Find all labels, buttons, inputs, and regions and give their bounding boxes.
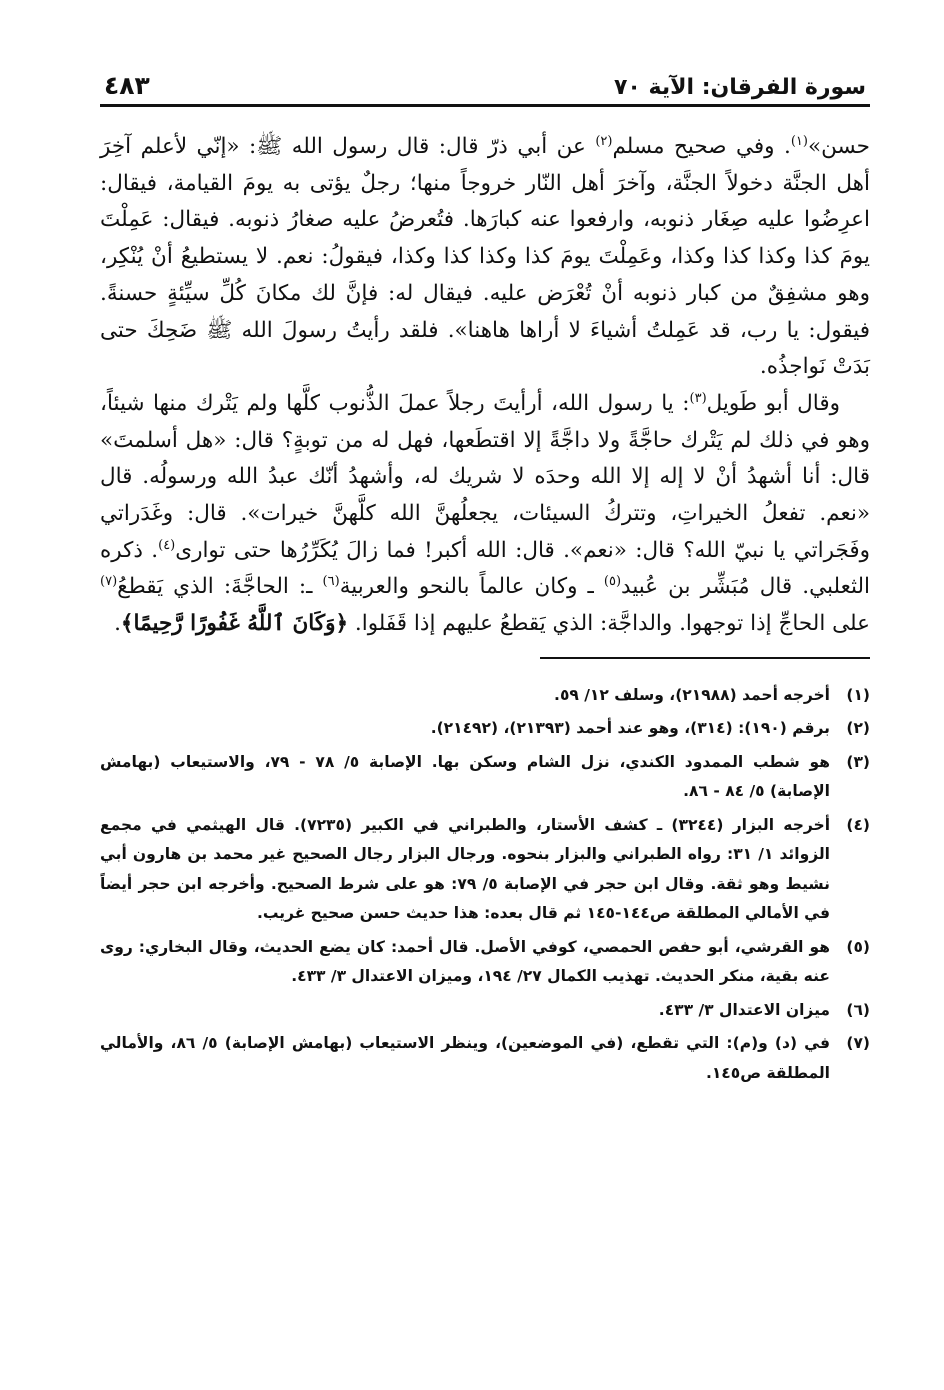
footnote-2 xyxy=(100,714,870,744)
footnote-ref-5: (٥) xyxy=(603,574,622,590)
text-segment: حسن» xyxy=(807,134,870,159)
page-header xyxy=(100,62,870,107)
footnote-number: (٤) xyxy=(846,815,870,834)
footnote-ref-6: (٦) xyxy=(322,574,340,590)
footnote-text: في (د) و(م): التي تقطع، (في الموضعين)، وينظر الاستيعاب (بهامش الإصابة) ٥/ ٨٦، والأمالي المطلقة ص١٤٥. xyxy=(100,1034,830,1082)
footnote-6 xyxy=(100,996,870,1026)
footnote-text: أخرجه أحمد (٢١٩٨٨)، وسلف ١٢/ ٥٩. xyxy=(554,685,830,704)
footnote-text: أخرجه البزار (٣٢٤٤) ـ كشف الأستار، والطبراني في الكبير (٧٢٣٥). قال الهيثمي في مجمع الزوائد ١/ ٣١: رواه الطبراني والبزار بنحوه. ورجال البزار رجال الصحيح غير محمد بن هارون أبي نشيط وهو ثقة. وقال ابن حجر في الإصابة ٥/ ٧٩: هو على شرط الصحيح. وأخرجه ابن حجر أيضاً في الأمالي المطلقة ص١٤٤-١٤٥ ثم قال بعده: هذا حديث حسن صحيح غريب. xyxy=(100,815,831,923)
footnote-number: (٣) xyxy=(846,752,870,771)
paragraph-2 xyxy=(100,386,870,643)
footnote-ref-1: (١) xyxy=(790,133,808,149)
footnote-text: هو شطب الممدود الكندي، نزل الشام وسكن بها. الإصابة ٥/ ٧٨ - ٧٩، والاستيعاب (بهامش الإصابة) ٥/ ٨٤ - ٨٦. xyxy=(100,752,830,801)
text-segment: . وفي صحيح مسلم xyxy=(612,134,791,159)
footnote-5 xyxy=(100,933,870,992)
footnote-ref-7: (٧) xyxy=(100,574,118,590)
text-segment: : يا رسول الله، أرأيتَ رجلاً عملَ الذُّنوب كلَّها ولم يَتْرك منها شيئاً، وهو في ذلك لم يَتْرك حاجَّةً ولا داجَّةً إلا اقتطَعها، فهل له من توبةٍ؟ قال: «هل أسلمتَ» قال: أنا أشهدُ أنْ لا إله إلا الله وحدَه لا شريك له، وأشهدُ أنّك عبدُ الله ورسولُه. قال «نعم. تفعلُ الخيراتِ، وتتركُ السيئات، يجعلُهنَّ الله كلَّهنَّ خيرات». قال: وغَدَراتي وفَجَراتي يا نبيّ الله؟ قال: «نعم». قال: الله أكبر! فما زالَ يُكَرِّرُها حتى توارى xyxy=(100,390,870,563)
paragraph-1 xyxy=(100,129,870,386)
text-segment: ـ: الحاجَّةَ: الذي يَقطعُ xyxy=(117,574,323,600)
running-title: سورة الفرقان: الآية ٧٠ xyxy=(613,75,866,100)
footnote-ref-2: (٢) xyxy=(595,133,613,149)
quran-verse: ﴿وَكَانَ ٱللَّهُ غَفُورًا رَّحِيمًا﴾ xyxy=(120,611,349,637)
book-page xyxy=(100,62,870,1350)
footnote-ref-3: (٣) xyxy=(689,390,707,406)
footnote-number: (٧) xyxy=(846,1034,870,1053)
text-segment: . ذكره الثعلبي. قال مُبَشِّر بن عُبيد xyxy=(100,537,870,600)
footnote-number: (٢) xyxy=(846,719,870,738)
footnote-ref-4: (٤) xyxy=(158,537,176,553)
footnote-text: ميزان الاعتدال ٣/ ٤٣٣. xyxy=(658,1000,830,1019)
footnote-text: هو القرشي، أبو حفص الحمصي، كوفي الأصل. قال أحمد: كان يضع الحديث، وقال البخاري: روى عنه بقية، منكر الحديث. تهذيب الكمال ٢٧/ ١٩٤، وميزان الاعتدال ٣/ ٤٣٣. xyxy=(100,937,830,986)
footnote-number: (٥) xyxy=(846,937,870,956)
footnotes xyxy=(100,681,870,1089)
text-segment: على الحاجِّ إذا توجهوا. والداجَّة: الذي يَقطعُ عليهم إذا قَفَلوا. xyxy=(348,611,870,637)
footnote-4 xyxy=(100,811,870,929)
footnote-1 xyxy=(100,681,870,711)
footnote-separator xyxy=(540,657,870,659)
text-segment: ـ وكان عالماً بالنحو والعربية xyxy=(339,574,604,600)
text-segment: . xyxy=(114,611,121,637)
main-text xyxy=(100,129,870,643)
footnote-3 xyxy=(100,748,870,807)
text-segment: وقال أبو طَويل xyxy=(706,390,840,416)
footnote-7 xyxy=(100,1029,870,1088)
footnote-number: (١) xyxy=(846,685,870,704)
footnote-number: (٦) xyxy=(846,1000,870,1019)
footnote-text: برقم (١٩٠): (٣١٤)، وهو عند أحمد (٢١٣٩٣)، (٢١٤٩٢). xyxy=(430,719,830,738)
text-segment: عن أبي ذرّ قال: قال رسول الله ﷺ: «إنّي لأعلم آخِرَ أهل الجنَّة دخولاً الجنَّة، وآخرَ أهل النّار خروجاً منها؛ رجلٌ يؤتى به يومَ القيامة، فيقال: اعرِضُوا عليه صِغَار ذنوبه، وارفعوا عنه كبارَها. فتُعرضُ عليه صغارُ ذنوبه. فيقال: عَمِلْتَ يومَ كذا وكذا كذا وكذا، وعَمِلْتَ يومَ كذا وكذا كذا وكذا، فيقولُ: نعم. لا يستطيعُ أنْ يُنْكِر، وهو مشفِقٌ من كبار ذنوبه أنْ تُعْرَض عليه. فيقال له: فإنَّ لك مكانَ كُلِّ سيِّئةٍ حسنةً. فيقول: يا رب، قد عَمِلتُ أشياءَ لا أراها هاهنا». فلقد رأيتُ رسولَ الله ﷺ ضَحِكَ حتى بَدَتْ نَواجذُه. xyxy=(100,134,870,380)
page-number: ٤٨٣ xyxy=(104,71,150,100)
